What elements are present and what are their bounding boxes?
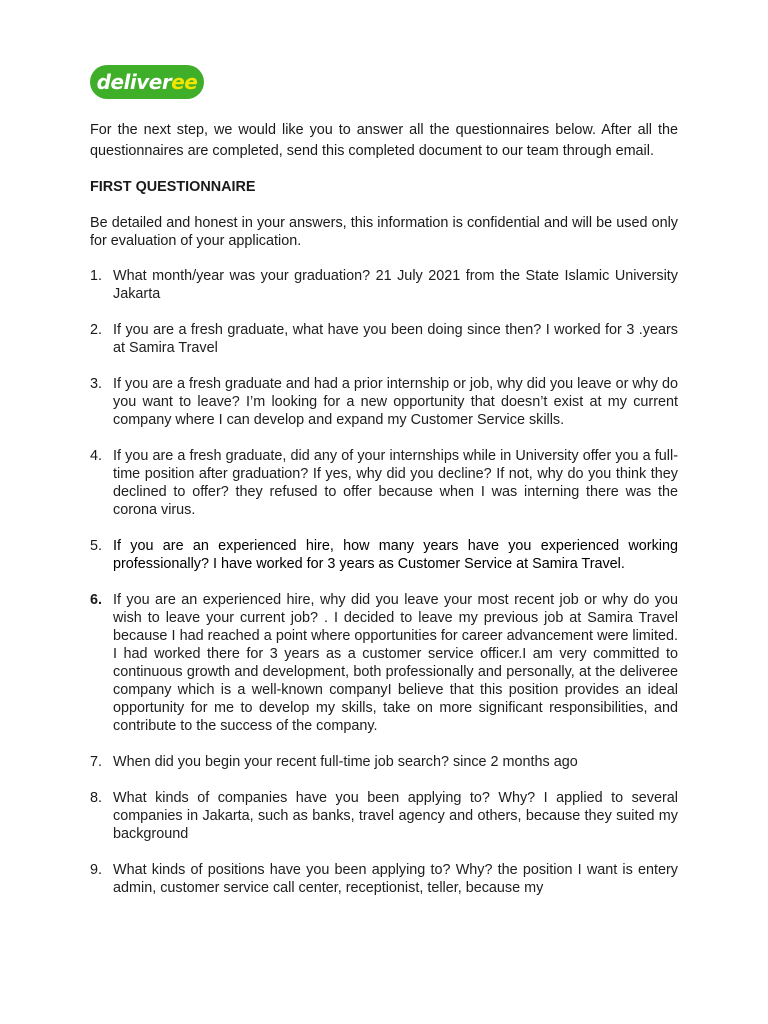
logo-wordmark: deliveree [96,70,198,94]
question-text: What month/year was your graduation? 21 July 2021 from the State Islamic University Jakarta [113,268,678,302]
question-item-8 [90,789,678,843]
question-item-7 [90,753,678,771]
questionnaire-list [90,267,678,897]
question-number: 1. [90,268,103,284]
deliveree-logo [90,65,204,99]
question-number: 2. [90,322,103,338]
question-text: If you are an experienced hire, how many years have you experienced working professionally? I have worked for 3 years as Customer Service at Samira Travel. [113,538,678,572]
question-number: 3. [90,376,103,392]
question-number: 7. [90,754,103,770]
question-item-1 [90,267,678,303]
intro-paragraph: For the next step, we would like you to answer all the questionnaires below. After all the questionnaires are completed, send this completed document to our team through email. [90,122,678,159]
question-text: When did you begin your recent full-time job search? since 2 months ago [113,754,578,770]
question-text: If you are a fresh graduate and had a prior internship or job, why did you leave or why do you want to leave? I’m looking for a new opportunity that doesn’t exist at my current company where I can develop and expand my Customer Service skills. [113,376,678,428]
question-text: If you are a fresh graduate, what have you been doing since then? I worked for 3 .years at Samira Travel [113,322,678,356]
question-item-6 [90,591,678,735]
question-number: 9. [90,862,103,878]
question-text: What kinds of companies have you been applying to? Why? I applied to several companies in Jakarta, such as banks, travel agency and others, because they suited my background [113,790,678,842]
question-number: 8. [90,790,103,806]
question-item-5 [90,537,678,573]
question-number: 4. [90,448,103,464]
question-text: If you are an experienced hire, why did you leave your most recent job or why do you wish to leave your current job? . I decided to leave my previous job at Samira Travel because I had reached a point where opportunities for career advancement were limited. I had worked there for 3 years as a customer service officer.I am very committed to continuous growth and development, both professionally and personally, at the deliveree company which is a well-known companyI believe that this position provides an ideal opportunity for me to develop my skills, take on more significant responsibilities, and contribute to the success of the company. [113,592,678,734]
question-item-9 [90,861,678,897]
question-item-3 [90,375,678,429]
question-item-2 [90,321,678,357]
question-text: If you are a fresh graduate, did any of your internships while in University offer you a full-time position after graduation? If yes, why did you decline? If not, why do you think they declined to offer? they refused to offer because when I was interning there was the corona virus. [113,448,678,518]
section-heading: FIRST QUESTIONNAIRE [90,179,256,195]
question-text: What kinds of positions have you been applying to? Why? the position I want is entery admin, customer service call center, receptionist, teller, because my [113,862,678,896]
document-body [90,120,678,915]
question-item-4 [90,447,678,519]
question-number: 6. [90,592,103,608]
instructions-paragraph: Be detailed and honest in your answers, this information is confidential and will be used only for evaluation of your application. [90,215,678,249]
question-number: 5. [90,538,103,554]
